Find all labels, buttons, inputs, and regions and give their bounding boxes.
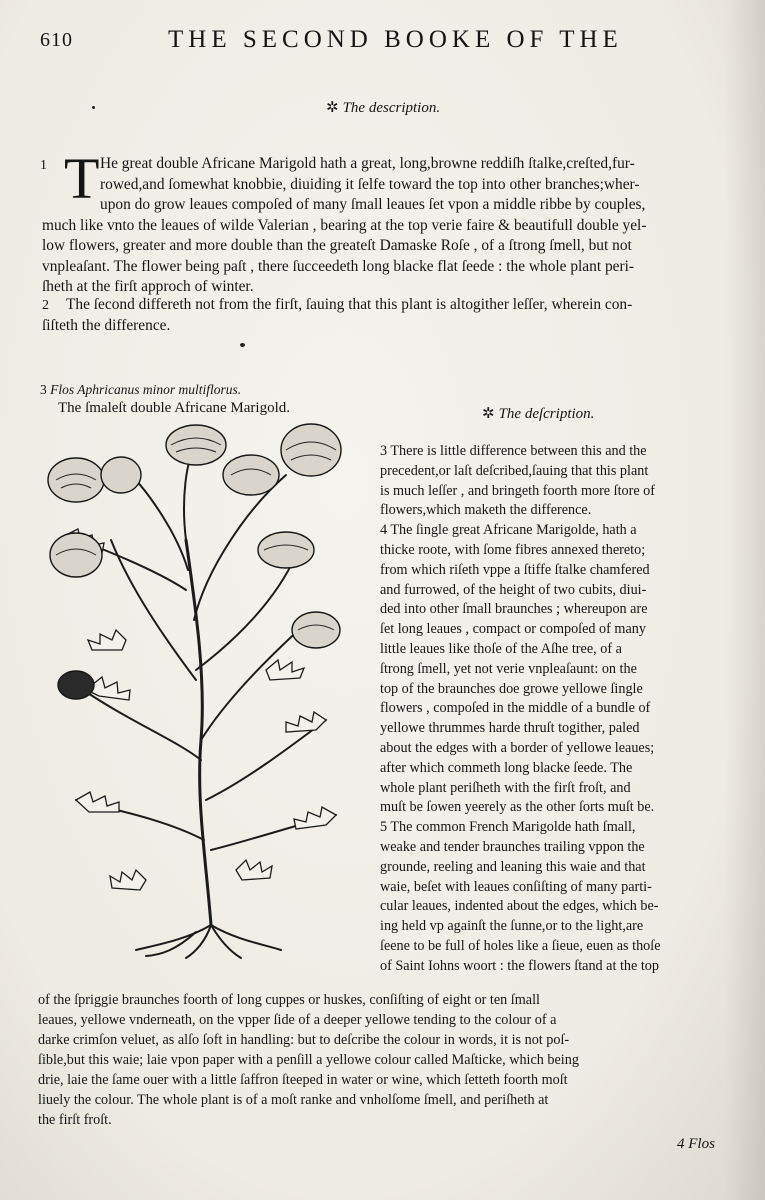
text-line: The ſecond differeth not from the firſt, ſauing that this plant is altogither leſſer, wherein con- <box>66 296 633 313</box>
page-edge-shadow <box>725 0 765 1200</box>
text-line: whole plant periſheth with the firſt froſt, and <box>380 779 631 796</box>
full-width-continuation <box>38 990 579 1130</box>
text-line: drie, laie the ſame ouer with a little ſaffron ſteeped in water or wine, which ſetteth foorth moſt <box>38 1072 568 1088</box>
text-line: darke crimſon veluet, as alſo ſoft in handling: but to deſcribe the colour in words, it is not poſ- <box>38 1032 570 1048</box>
figure-latin-caption-text: Flos Aphricanus minor multiflorus. <box>50 382 242 397</box>
text-line: after which commeth long blacke ſeede. The <box>380 759 633 776</box>
text-line: grounde, reeling and leaning this waie and that <box>380 858 646 875</box>
text-line: little leaues like thoſe of the Aſhe tree, of a <box>380 640 622 657</box>
description-heading-2 <box>482 404 594 423</box>
text-line: is much leſſer , and bringeth foorth more ſtore of <box>380 482 656 499</box>
paragraph-1-indented <box>100 154 645 216</box>
text-line: flowers , compoſed in the middle of a bundle of <box>380 700 651 717</box>
text-line: from which riſeth vppe a ſtiffe ſtalke chamfered <box>380 561 650 578</box>
text-line: ſiſteth the difference. <box>42 316 171 334</box>
paragraph-number-1: 1 <box>40 158 47 173</box>
text-line: ſeene to be full of holes like a ſieue, euen as thoſe <box>380 937 661 954</box>
asterism-icon: ✲ <box>482 406 495 422</box>
text-line: upon do grow leaues compoſed of many ſmall leaues ſet vpon a middle ribbe by couples, <box>100 196 646 213</box>
description-heading-1 <box>326 98 440 117</box>
text-line: rowed,and ſomewhat knobbie, diuiding it ſelfe toward the top into other branches;wher- <box>100 175 640 193</box>
asterism-icon: ✲ <box>326 100 339 116</box>
text-line: yellowe thrummes harde thruſt togither, paled <box>380 720 640 737</box>
text-line: waie, beſet with leaues conſiſting of many parti- <box>380 878 652 895</box>
ink-speck <box>240 343 245 347</box>
description-heading-1-text: The description. <box>342 100 441 116</box>
drop-cap: T <box>64 146 100 211</box>
text-line: top of the braunches doe growe yellowe ſingle <box>380 680 643 697</box>
text-line: 4 The ſingle great Africane Marigolde, hath a <box>380 522 637 539</box>
marigold-woodcut-illustration <box>36 420 356 960</box>
text-line: of Saint Iohns woort : the flowers ſtand at the top <box>380 957 659 974</box>
text-line: and furrowed, of the height of two cubits, diui- <box>380 581 647 598</box>
text-line: thicke roote, with ſome fibres annexed thereto; <box>380 541 646 558</box>
text-line: He great double Africane Marigold hath a great, long,browne reddiſh ſtalke,creſted,fur- <box>100 155 635 172</box>
text-line: the firſt froſt. <box>38 1112 112 1128</box>
description-heading-2-text: The deſcription. <box>498 406 595 422</box>
running-head: THE SECOND BOOKE OF THE <box>168 26 623 53</box>
text-line: cular leaues, indented about the edges, which be- <box>380 898 659 915</box>
figure-english-caption: The ſmaleſt double Africane Marigold. <box>58 400 291 416</box>
text-line: ſheth at the firſt approch of winter. <box>42 278 254 295</box>
text-line: ſible,but this waie; laie vpon paper with a penſill a yellowe colour called Maſticke, which being <box>38 1052 579 1068</box>
text-line: ſtrong ſmell, yet not verie vnpleaſaunt: on the <box>380 660 637 677</box>
text-line: of the ſpriggie braunches foorth of long cuppes or huskes, conſiſting of eight or ten ſmall <box>38 992 540 1008</box>
figure-latin-caption <box>40 382 241 398</box>
text-line: flowers,which maketh the difference. <box>380 502 592 519</box>
paragraph-2-cont <box>42 316 170 337</box>
text-line: low flowers, greater and more double than the greateſt Damaske Roſe , of a ſtrong ſmell, but not <box>42 237 632 254</box>
text-line: ſet long leaues , compact or compoſed of many <box>380 621 646 638</box>
text-line: 3 There is little difference between this and the <box>380 443 647 459</box>
text-line: leaues, yellowe vnderneath, on the vpper ſide of a deeper yellowe tending to the colour of a <box>38 1012 557 1028</box>
right-column-text <box>380 442 661 977</box>
paragraph-2 <box>66 295 632 316</box>
page-number: 610 <box>40 29 73 51</box>
text-line: weake and tender braunches trailing vppon the <box>380 838 645 855</box>
text-line: vnpleaſant. The flower being paſt , there ſucceedeth long blacke flat ſeede : the whole plant peri- <box>42 257 635 275</box>
text-line: precedent,or laſt deſcribed,ſauing that this plant <box>380 462 649 479</box>
ink-speck <box>92 106 95 109</box>
text-line: ded into other ſmall braunches ; whereupon are <box>380 601 648 618</box>
text-line: much like vnto the leaues of wilde Valerian , bearing at the top verie faire & beautifull double yel- <box>42 216 647 234</box>
figure-number: 3 <box>40 382 47 397</box>
paragraph-1-full <box>42 216 646 298</box>
text-line: 5 The common French Marigolde hath ſmall, <box>380 819 636 836</box>
text-line: about the edges with a border of yellowe leaues; <box>380 739 655 756</box>
catchword: 4 Flos <box>677 1136 715 1152</box>
text-line: liuely the colour. The whole plant is of a moſt ranke and vnholſome ſmell, and periſheth at <box>38 1092 549 1108</box>
text-line: muſt be ſowen yeerely as the other ſorts muſt be. <box>380 799 655 816</box>
paragraph-number-2: 2 <box>42 298 49 313</box>
text-line: ing held vp againſt the ſunne,or to the light,are <box>380 918 644 935</box>
